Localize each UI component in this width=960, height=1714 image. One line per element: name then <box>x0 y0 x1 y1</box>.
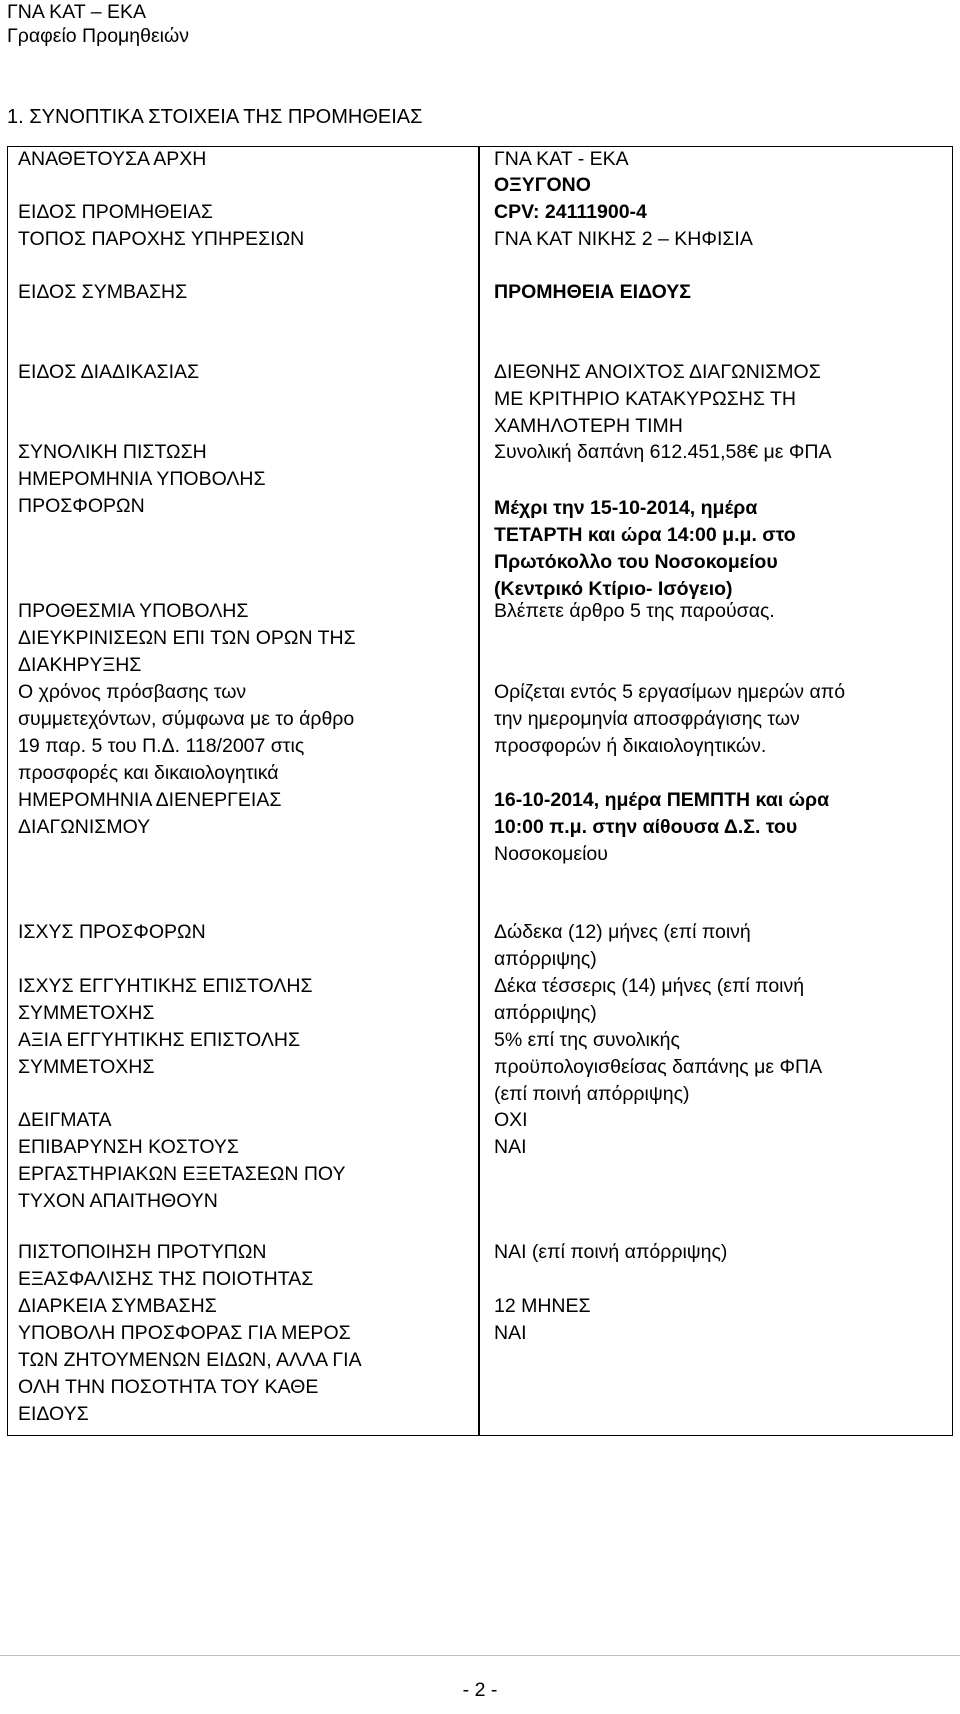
table-row-value: ΓΝΑ ΚΑΤ - ΕΚΑ <box>494 148 629 170</box>
table-row-label: ΠΡΟΘΕΣΜΙΑ ΥΠΟΒΟΛΗΣ ΔΙΕΥΚΡΙΝΙΣΕΩΝ ΕΠΙ ΤΩΝ ΟΡΩΝ ΤΗΣ ΔΙΑΚΗΡΥΞΗΣ <box>18 600 356 676</box>
section-title: 1. ΣΥΝΟΠΤΙΚΑ ΣΤΟΙΧΕΙΑ ΤΗΣ ΠΡΟΜΗΘΕΙΑΣ <box>7 106 423 128</box>
table-row-value: Ορίζεται εντός 5 εργασίμων ημερών από την ημερομηνία αποσφράγισης των προσφορών ή δικαιολογητικών. <box>494 681 846 757</box>
table-row-label: ΗΜΕΡΟΜΗΝΙΑ ΔΙΕΝΕΡΓΕΙΑΣ ΔΙΑΓΩΝΙΣΜΟΥ <box>18 789 282 838</box>
table-row-label: ΕΙΔΟΣ ΠΡΟΜΗΘΕΙΑΣ <box>18 201 213 223</box>
table-row-value: 5% επί της συνολικής προϋπολογισθείσας δαπάνης με ΦΠΑ (επί ποινή απόρριψης) <box>494 1029 823 1105</box>
table-row-value: Μέχρι την 15-10-2014, ημέρα ΤΕΤΑΡΤΗ και ώρα 14:00 μ.μ. στο Πρωτόκολλο του Νοσοκομείου (Κεντρικό Κτίριο- Ισόγειο) <box>494 497 796 600</box>
table-row-label: ΤΟΠΟΣ ΠΑΡΟΧΗΣ ΥΠΗΡΕΣΙΩΝ <box>18 228 305 250</box>
table-row-value: ΓΝΑ ΚΑΤ ΝΙΚΗΣ 2 – ΚΗΦΙΣΙΑ <box>494 228 753 250</box>
table-bottom-rule <box>7 1435 953 1437</box>
table-row-value: Συνολική δαπάνη 612.451,58€ με ΦΠΑ <box>494 441 832 463</box>
table-row-label: ΑΞΙΑ ΕΓΓΥΗΤΙΚΗΣ ΕΠΙΣΤΟΛΗΣ ΣΥΜΜΕΤΟΧΗΣ <box>18 1029 301 1078</box>
table-row-value: ΟΞΥΓΟΝΟ CPV: 24111900-4 <box>494 174 647 223</box>
table-row-value: Βλέπετε άρθρο 5 της παρούσας. <box>494 600 775 622</box>
org-name: ΓΝΑ ΚΑΤ – ΕΚΑ <box>7 1 146 23</box>
table-row-label: ΔΙΑΡΚΕΙΑ ΣΥΜΒΑΣΗΣ <box>18 1295 217 1317</box>
table-row-label: ΑΝΑΘΕΤΟΥΣΑ ΑΡΧΗ <box>18 148 207 170</box>
office-name: Γραφείο Προμηθειών <box>7 25 189 47</box>
table-row-label: ΙΣΧΥΣ ΕΓΓΥΗΤΙΚΗΣ ΕΠΙΣΤΟΛΗΣ ΣΥΜΜΕΤΟΧΗΣ <box>18 975 313 1024</box>
table-row-label: ΙΣΧΥΣ ΠΡΟΣΦΟΡΩΝ <box>18 921 206 943</box>
table-row-label: ΗΜΕΡΟΜΗΝΙΑ ΥΠΟΒΟΛΗΣ ΠΡΟΣΦΟΡΩΝ <box>18 468 266 517</box>
table-row-value: ΟΧΙ <box>494 1109 528 1131</box>
table-row-label: ΠΙΣΤΟΠΟΙΗΣΗ ΠΡΟΤΥΠΩΝ ΕΞΑΣΦΑΛΙΣΗΣ ΤΗΣ ΠΟΙΟΤΗΤΑΣ <box>18 1241 314 1290</box>
table-row-value: ΝΑΙ (επί ποινή απόρριψης) <box>494 1241 728 1263</box>
table-row-label: ΕΙΔΟΣ ΔΙΑΔΙΚΑΣΙΑΣ <box>18 361 200 383</box>
table-row-value: ΝΑΙ <box>494 1136 527 1158</box>
table-row-value: ΝΑΙ <box>494 1322 527 1344</box>
table-row-label: ΕΙΔΟΣ ΣΥΜΒΑΣΗΣ <box>18 281 188 303</box>
table-row-value: Δώδεκα (12) μήνες (επί ποινή απόρριψης) <box>494 921 751 970</box>
table-row-label: ΕΠΙΒΑΡΥΝΣΗ ΚΟΣΤΟΥΣ ΕΡΓΑΣΤΗΡΙΑΚΩΝ ΕΞΕΤΑΣΕΩΝ ΠΟΥ ΤΥΧΟΝ ΑΠΑΙΤΗΘΟΥΝ <box>18 1136 346 1212</box>
column-divider <box>478 146 480 1436</box>
document-header <box>7 0 189 48</box>
table-row-value: ΠΡΟΜΗΘΕΙΑ ΕΙΔΟΥΣ <box>494 281 691 303</box>
table-row-label: ΔΕΙΓΜΑΤΑ <box>18 1109 112 1131</box>
table-row-value: Δέκα τέσσερις (14) μήνες (επί ποινή απόρριψης) <box>494 975 805 1024</box>
page-number: - 2 - <box>462 1679 498 1701</box>
table-row-value: 12 ΜΗΝΕΣ <box>494 1295 591 1317</box>
table-row-label: ΥΠΟΒΟΛΗ ΠΡΟΣΦΟΡΑΣ ΓΙΑ ΜΕΡΟΣ ΤΩΝ ΖΗΤΟΥΜΕΝΩΝ ΕΙΔΩΝ, ΑΛΛΑ ΓΙΑ ΟΛΗ ΤΗΝ ΠΟΣΟΤΗΤΑ ΤΟΥ ΚΑΘΕ ΕΙΔΟΥΣ <box>18 1322 362 1425</box>
table-row-label: ΣΥΝΟΛΙΚΗ ΠΙΣΤΩΣΗ <box>18 441 207 463</box>
table-row-label: Ο χρόνος πρόσβασης των συμμετεχόντων, σύμφωνα με το άρθρο 19 παρ. 5 του Π.Δ. 118/2007 στις προσφορές και δικαιολογητικά <box>18 681 355 784</box>
table-row-value: 16-10-2014, ημέρα ΠΕΜΠΤΗ και ώρα 10:00 π.μ. στην αίθουσα Δ.Σ. του Νοσοκομείου <box>494 789 830 865</box>
table-row-value: ΔΙΕΘΝΗΣ ΑΝΟΙΧΤΟΣ ΔΙΑΓΩΝΙΣΜΟΣ ΜΕ ΚΡΙΤΗΡΙΟ ΚΑΤΑΚΥΡΩΣΗΣ ΤΗ ΧΑΜΗΛΟΤΕΡΗ ΤΙΜΗ <box>494 361 821 437</box>
footer-divider <box>0 1655 960 1656</box>
